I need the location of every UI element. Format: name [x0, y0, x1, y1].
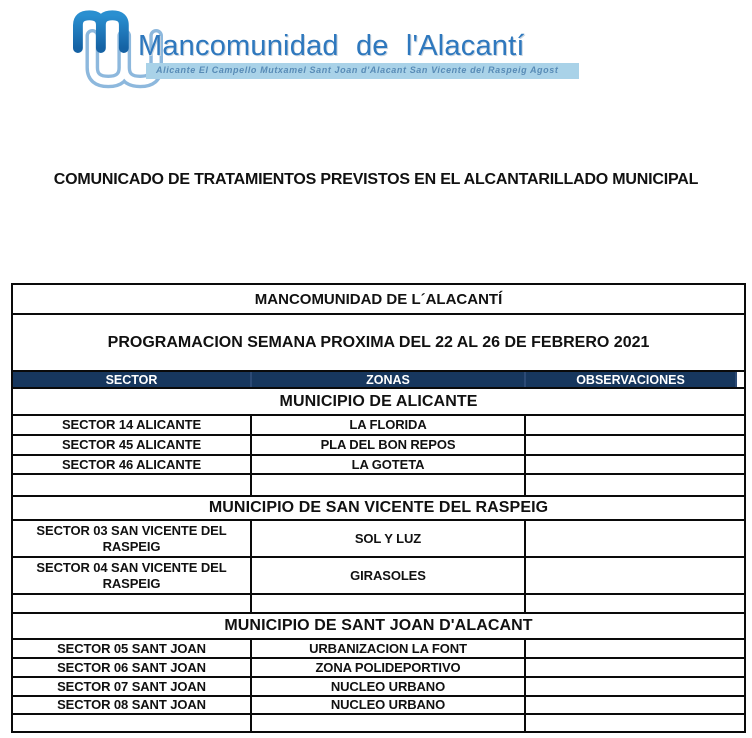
- brand-tagline-bar: [146, 63, 579, 79]
- zona-cell: NUCLEO URBANO: [251, 696, 525, 714]
- zona-cell: ZONA POLIDEPORTIVO: [251, 658, 525, 677]
- document-title: COMUNICADO DE TRATAMIENTOS PREVISTOS EN EL ALCANTARILLADO MUNICIPAL: [53, 171, 699, 188]
- column-header-zonas: ZONAS: [251, 371, 525, 388]
- column-header-observaciones: OBSERVACIONES: [525, 371, 736, 388]
- sector-cell: SECTOR 04 SAN VICENTE DEL RASPEIG: [12, 557, 251, 594]
- table-row: [12, 415, 745, 435]
- section-header-san-vicente: [12, 496, 745, 520]
- header-stub-cell: [736, 371, 745, 388]
- spacer-row: [12, 474, 745, 496]
- sector-cell: SECTOR 08 SANT JOAN: [12, 696, 251, 714]
- table-row: [12, 658, 745, 677]
- table-row: [12, 435, 745, 455]
- table-subtitle: PROGRAMACION SEMANA PROXIMA DEL 22 AL 26 DE FEBRERO 2021: [12, 314, 745, 371]
- spacer-row: [12, 714, 745, 732]
- observaciones-cell: [525, 639, 745, 658]
- observaciones-cell: [525, 455, 745, 474]
- sector-cell: SECTOR 46 ALICANTE: [12, 455, 251, 474]
- sector-cell: SECTOR 06 SANT JOAN: [12, 658, 251, 677]
- section-title: MUNICIPIO DE SAN VICENTE DEL RASPEIG: [12, 496, 745, 520]
- sector-cell: SECTOR 45 ALICANTE: [12, 435, 251, 455]
- sector-cell: SECTOR 07 SANT JOAN: [12, 677, 251, 696]
- sector-cell: SECTOR 05 SANT JOAN: [12, 639, 251, 658]
- table-row: [12, 677, 745, 696]
- table-row: [12, 639, 745, 658]
- observaciones-cell: [525, 415, 745, 435]
- brand-header: [0, 0, 752, 100]
- observaciones-cell: [525, 696, 745, 714]
- section-header-sant-joan: [12, 613, 745, 639]
- table-row: [12, 520, 745, 557]
- brand-name: Mancomunidad de l'Alacantí: [138, 30, 525, 62]
- observaciones-cell: [525, 658, 745, 677]
- schedule-table: [11, 283, 744, 733]
- section-title: MUNICIPIO DE ALICANTE: [12, 388, 745, 415]
- zona-cell: GIRASOLES: [251, 557, 525, 594]
- zona-cell: LA FLORIDA: [251, 415, 525, 435]
- observaciones-cell: [525, 435, 745, 455]
- brand-tagline: Alicante El Campello Mutxamel Sant Joan d'Alacant San Vicente del Raspeig Agost: [156, 65, 559, 75]
- observaciones-cell: [525, 520, 745, 557]
- zona-cell: NUCLEO URBANO: [251, 677, 525, 696]
- table-row: [12, 557, 745, 594]
- column-header-row: [12, 371, 745, 388]
- table-title: MANCOMUNIDAD DE L´ALACANTÍ: [12, 284, 745, 314]
- column-header-sector: SECTOR: [12, 371, 251, 388]
- table-subtitle-row: [12, 314, 745, 371]
- table-title-row: [12, 284, 745, 314]
- zona-cell: LA GOTETA: [251, 455, 525, 474]
- table-row: [12, 455, 745, 474]
- table-row: [12, 696, 745, 714]
- zona-cell: PLA DEL BON REPOS: [251, 435, 525, 455]
- sector-cell: SECTOR 14 ALICANTE: [12, 415, 251, 435]
- zona-cell: SOL Y LUZ: [251, 520, 525, 557]
- sector-cell: SECTOR 03 SAN VICENTE DEL RASPEIG: [12, 520, 251, 557]
- section-title: MUNICIPIO DE SANT JOAN D'ALACANT: [12, 613, 745, 639]
- zona-cell: URBANIZACION LA FONT: [251, 639, 525, 658]
- spacer-row: [12, 594, 745, 613]
- section-header-alicante: [12, 388, 745, 415]
- observaciones-cell: [525, 557, 745, 594]
- observaciones-cell: [525, 677, 745, 696]
